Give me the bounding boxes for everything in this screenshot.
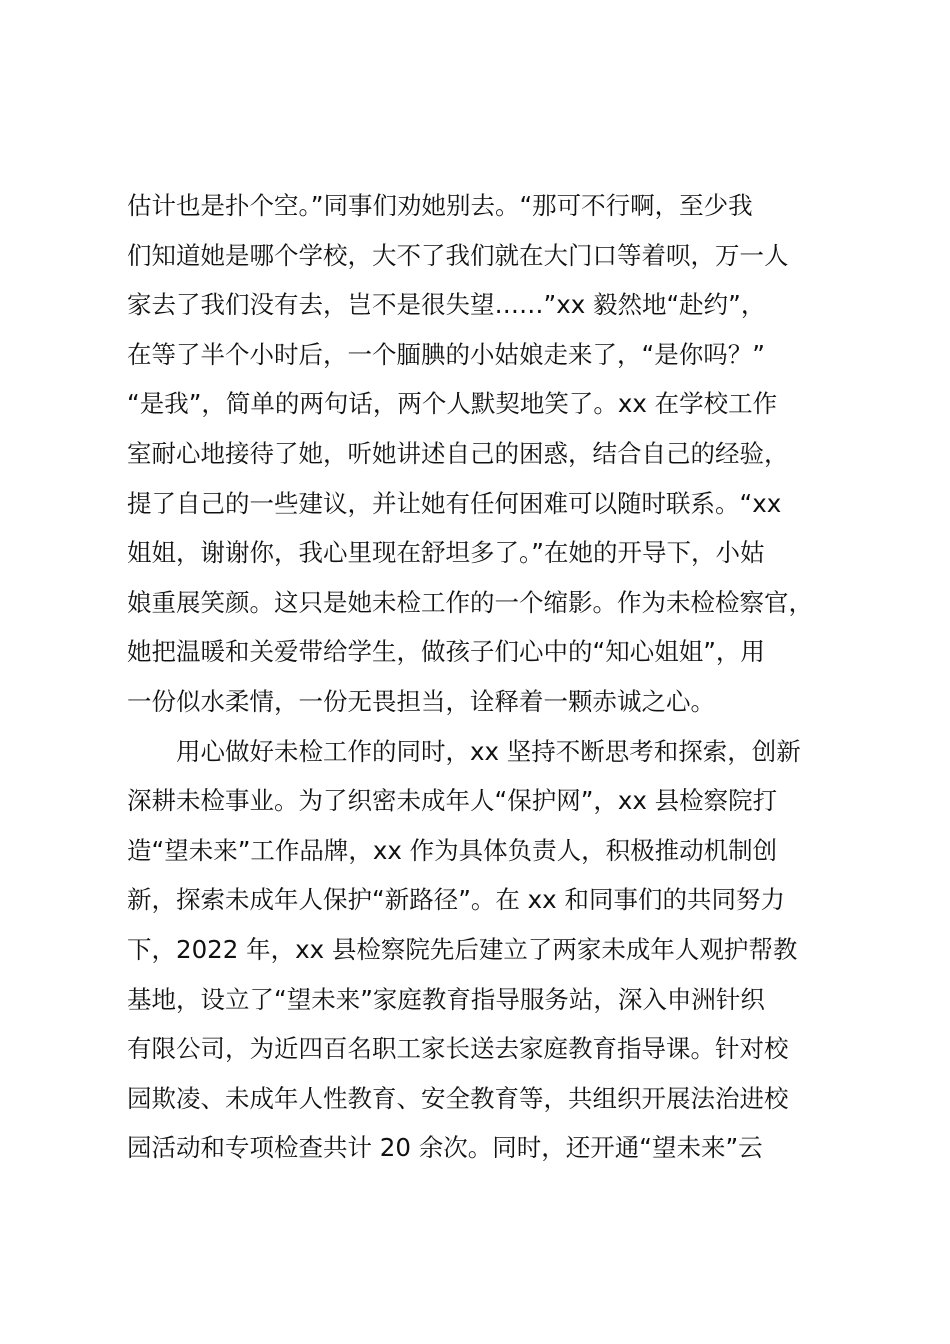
text-line: 造“望未来”工作品牌，xx 作为具体负责人，积极推动机制创 (127, 835, 778, 865)
text-line: 新，探索未成年人保护“新路径”。在 xx 和同事们的共同努力 (127, 885, 785, 915)
body-text (127, 186, 867, 1178)
text-line: 们知道她是哪个学校，大不了我们就在大门口等着呗，万一人 (127, 240, 789, 270)
text-line: 家去了我们没有去，岂不是很失望……”xx 毅然地“赴约”， (127, 290, 766, 320)
text-line: 一份似水柔情，一份无畏担当，诠释着一颗赤诚之心。 (127, 686, 715, 716)
text-line: 室耐心地接待了她，听她讲述自己的困惑，结合自己的经验， (127, 438, 789, 468)
text-line: 园活动和专项检查共计 20 余次。同时，还开通“望未来”云 (127, 1133, 763, 1163)
text-line: “是我”，简单的两句话，两个人默契地笑了。xx 在学校工作 (127, 389, 778, 419)
text-line: 深耕未检事业。为了织密未成年人“保护网”，xx 县检察院打 (127, 786, 778, 816)
text-line: 提了自己的一些建议，并让她有任何困难可以随时联系。“xx (127, 488, 782, 518)
text-line: 她把温暖和关爱带给学生，做孩子们心中的“知心姐姐”，用 (127, 637, 765, 667)
text-line: 娘重展笑颜。这只是她未检工作的一个缩影。作为未检检察官， (127, 587, 813, 617)
text-line: 下，2022 年，xx 县检察院先后建立了两家未成年人观护帮教 (127, 934, 798, 964)
text-line: 估计也是扑个空。”同事们劝她别去。“那可不行啊，至少我 (127, 191, 753, 220)
text-line: 基地，设立了“望未来”家庭教育指导服务站，深入申洲针织 (127, 984, 765, 1014)
text-line: 在等了半个小时后，一个腼腆的小姑娘走来了，“是你吗？” (127, 339, 765, 369)
text-line: 姐姐，谢谢你，我心里现在舒坦多了。”在她的开导下，小姑 (127, 538, 765, 568)
text-line: 有限公司，为近四百名职工家长送去家庭教育指导课。针对校 (127, 1034, 789, 1064)
text-line: 园欺凌、未成年人性教育、安全教育等，共组织开展法治进校 (127, 1083, 789, 1113)
paragraph-start-line: 用心做好未检工作的同时，xx 坚持不断思考和探索，创新 (176, 736, 801, 766)
